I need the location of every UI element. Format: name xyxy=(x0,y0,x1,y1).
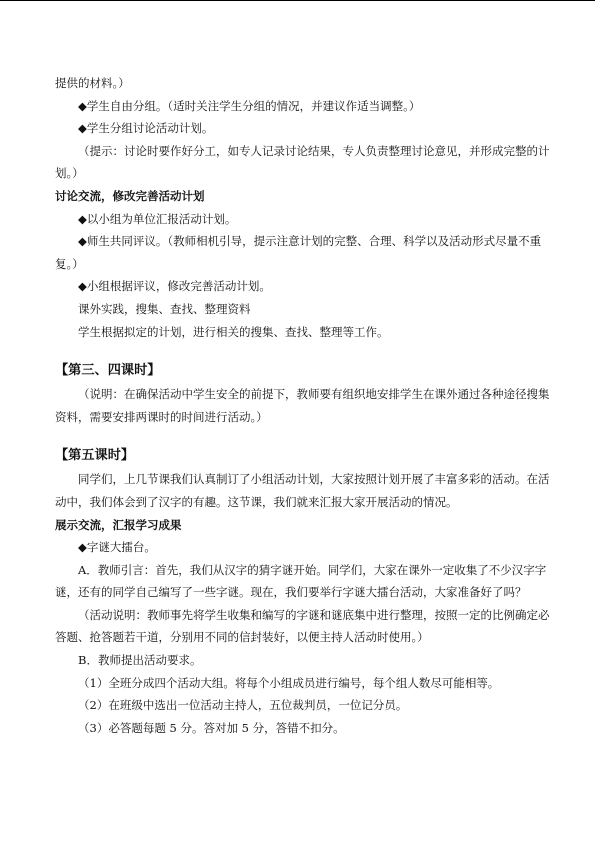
paragraph-lesson-5-intro: 同学们，上几节课我们认真制订了小组活动计划，大家按照计划开展了丰富多彩的活动。在活动中，我们体会到了汉字的有趣。这节课，我们就来汇报大家开展活动的情况。 xyxy=(55,472,550,509)
list-item-requirement-2: （2）在班级中选出一位活动主持人，五位裁判员，一位记分员。 xyxy=(78,698,408,713)
paragraph-lessons-3-4-note: （说明：在确保活动中学生安全的前提下，教师要有组织地安排学生在课外通过各种途径搜集资料，需要安排两课时的时间进行活动。） xyxy=(55,387,550,424)
bullet-joint-review: ◆师生共同评议。（教师相机引导，提示注意计划的完整、合理、科学以及活动形式尽量不重复。） xyxy=(55,234,542,271)
bullet-revise-plan: ◆小组根据评议，修改完善活动计划。 xyxy=(78,279,271,294)
bullet-group-report: ◆以小组为单位汇报活动计划。 xyxy=(78,211,237,226)
paragraph-teacher-intro: A．教师引言：首先，我们从汉字的猜字谜开始。同学们，大家在课外一定收集了不少汉字字谜，还有的同学自己编写了一些字谜。现在，我们要举行字谜大擂台活动，大家准备好了吗？ xyxy=(55,562,547,600)
list-item-requirement-3: （3）必答题每题 5 分。答对加 5 分，答错不扣分。 xyxy=(78,720,345,735)
list-item-requirement-1: （1）全班分成四个活动大组。将每个小组成员进行编号，每个组人数尽可能相等。 xyxy=(78,675,500,690)
paragraph-discussion-tip: （提示：讨论时要作好分工，如专人记录讨论结果，专人负责整理讨论意见，并形成完整的计划。） xyxy=(55,143,550,181)
bullet-riddle-contest: ◆字谜大擂台。 xyxy=(78,540,156,555)
paragraph-activity-note: （活动说明：教师事先将学生收集和编写的字谜和谜底集中进行整理，按照一定的比例确定必答题、抢答题若干道，分别用不同的信封装好，以便主持人活动时使用。） xyxy=(55,607,550,645)
bullet-group-discussion: ◆学生分组讨论活动计划。 xyxy=(78,121,214,136)
paragraph-practice-heading: 课外实践，搜集、查找、整理资料 xyxy=(78,301,251,316)
document-page xyxy=(55,72,550,739)
section-gap xyxy=(55,428,550,444)
subheading-show-results: 展示交流，汇报学习成果 xyxy=(55,517,182,532)
section-heading-lessons-3-4: 【第三、四课时】 xyxy=(55,363,161,379)
paragraph-materials-end: 提供的材料。） xyxy=(55,76,130,90)
bullet-free-grouping: ◆学生自由分组。（适时关注学生分组的情况，并建议作适当调整。） xyxy=(78,98,421,113)
section-gap xyxy=(55,343,550,359)
subheading-discussion-exchange: 讨论交流，修改完善活动计划 xyxy=(55,188,205,203)
section-heading-lesson-5: 【第五课时】 xyxy=(55,448,135,464)
page-top-rule xyxy=(0,0,595,1)
paragraph-practice-desc: 学生根据拟定的计划，进行相关的搜集、查找、整理等工作。 xyxy=(78,324,389,339)
paragraph-activity-requirements: B．教师提出活动要求。 xyxy=(78,653,202,668)
